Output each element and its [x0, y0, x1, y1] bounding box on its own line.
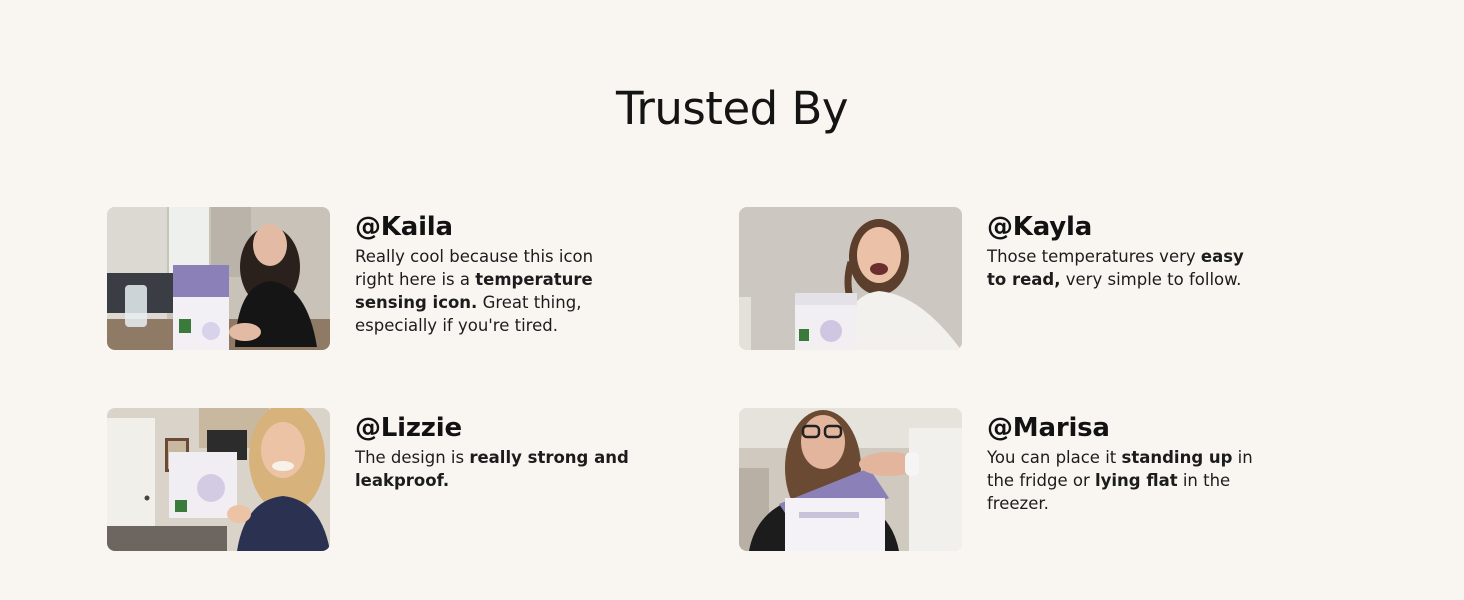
testimonial-handle: @Kaila [355, 212, 453, 242]
testimonial-video-thumbnail[interactable] [107, 408, 330, 551]
testimonial-quote: Really cool because this icon right here is a temperature sensing icon. Great thing, especially if you're tired. [355, 247, 594, 335]
smiling-woman-holding-box-image [739, 207, 962, 350]
testimonial-video-thumbnail[interactable] [739, 207, 962, 350]
testimonial-handle: @Kayla [987, 212, 1093, 242]
section-title: Trusted By [615, 82, 849, 135]
woman-with-product-box-image [107, 207, 330, 350]
testimonial-quote: Those temperatures very easy to read, very simple to follow. [987, 247, 1244, 289]
blonde-woman-holding-box-image [107, 408, 330, 551]
woman-glasses-opening-box-image [739, 408, 962, 551]
testimonial-handle: @Marisa [987, 413, 1110, 443]
testimonial-video-thumbnail[interactable] [107, 207, 330, 350]
testimonial-quote: You can place it standing up in the fridge or lying flat in the freezer. [987, 448, 1253, 513]
testimonial-handle: @Lizzie [355, 413, 462, 443]
testimonial-quote: The design is really strong and leakproof. [355, 448, 629, 490]
testimonial-video-thumbnail[interactable] [739, 408, 962, 551]
